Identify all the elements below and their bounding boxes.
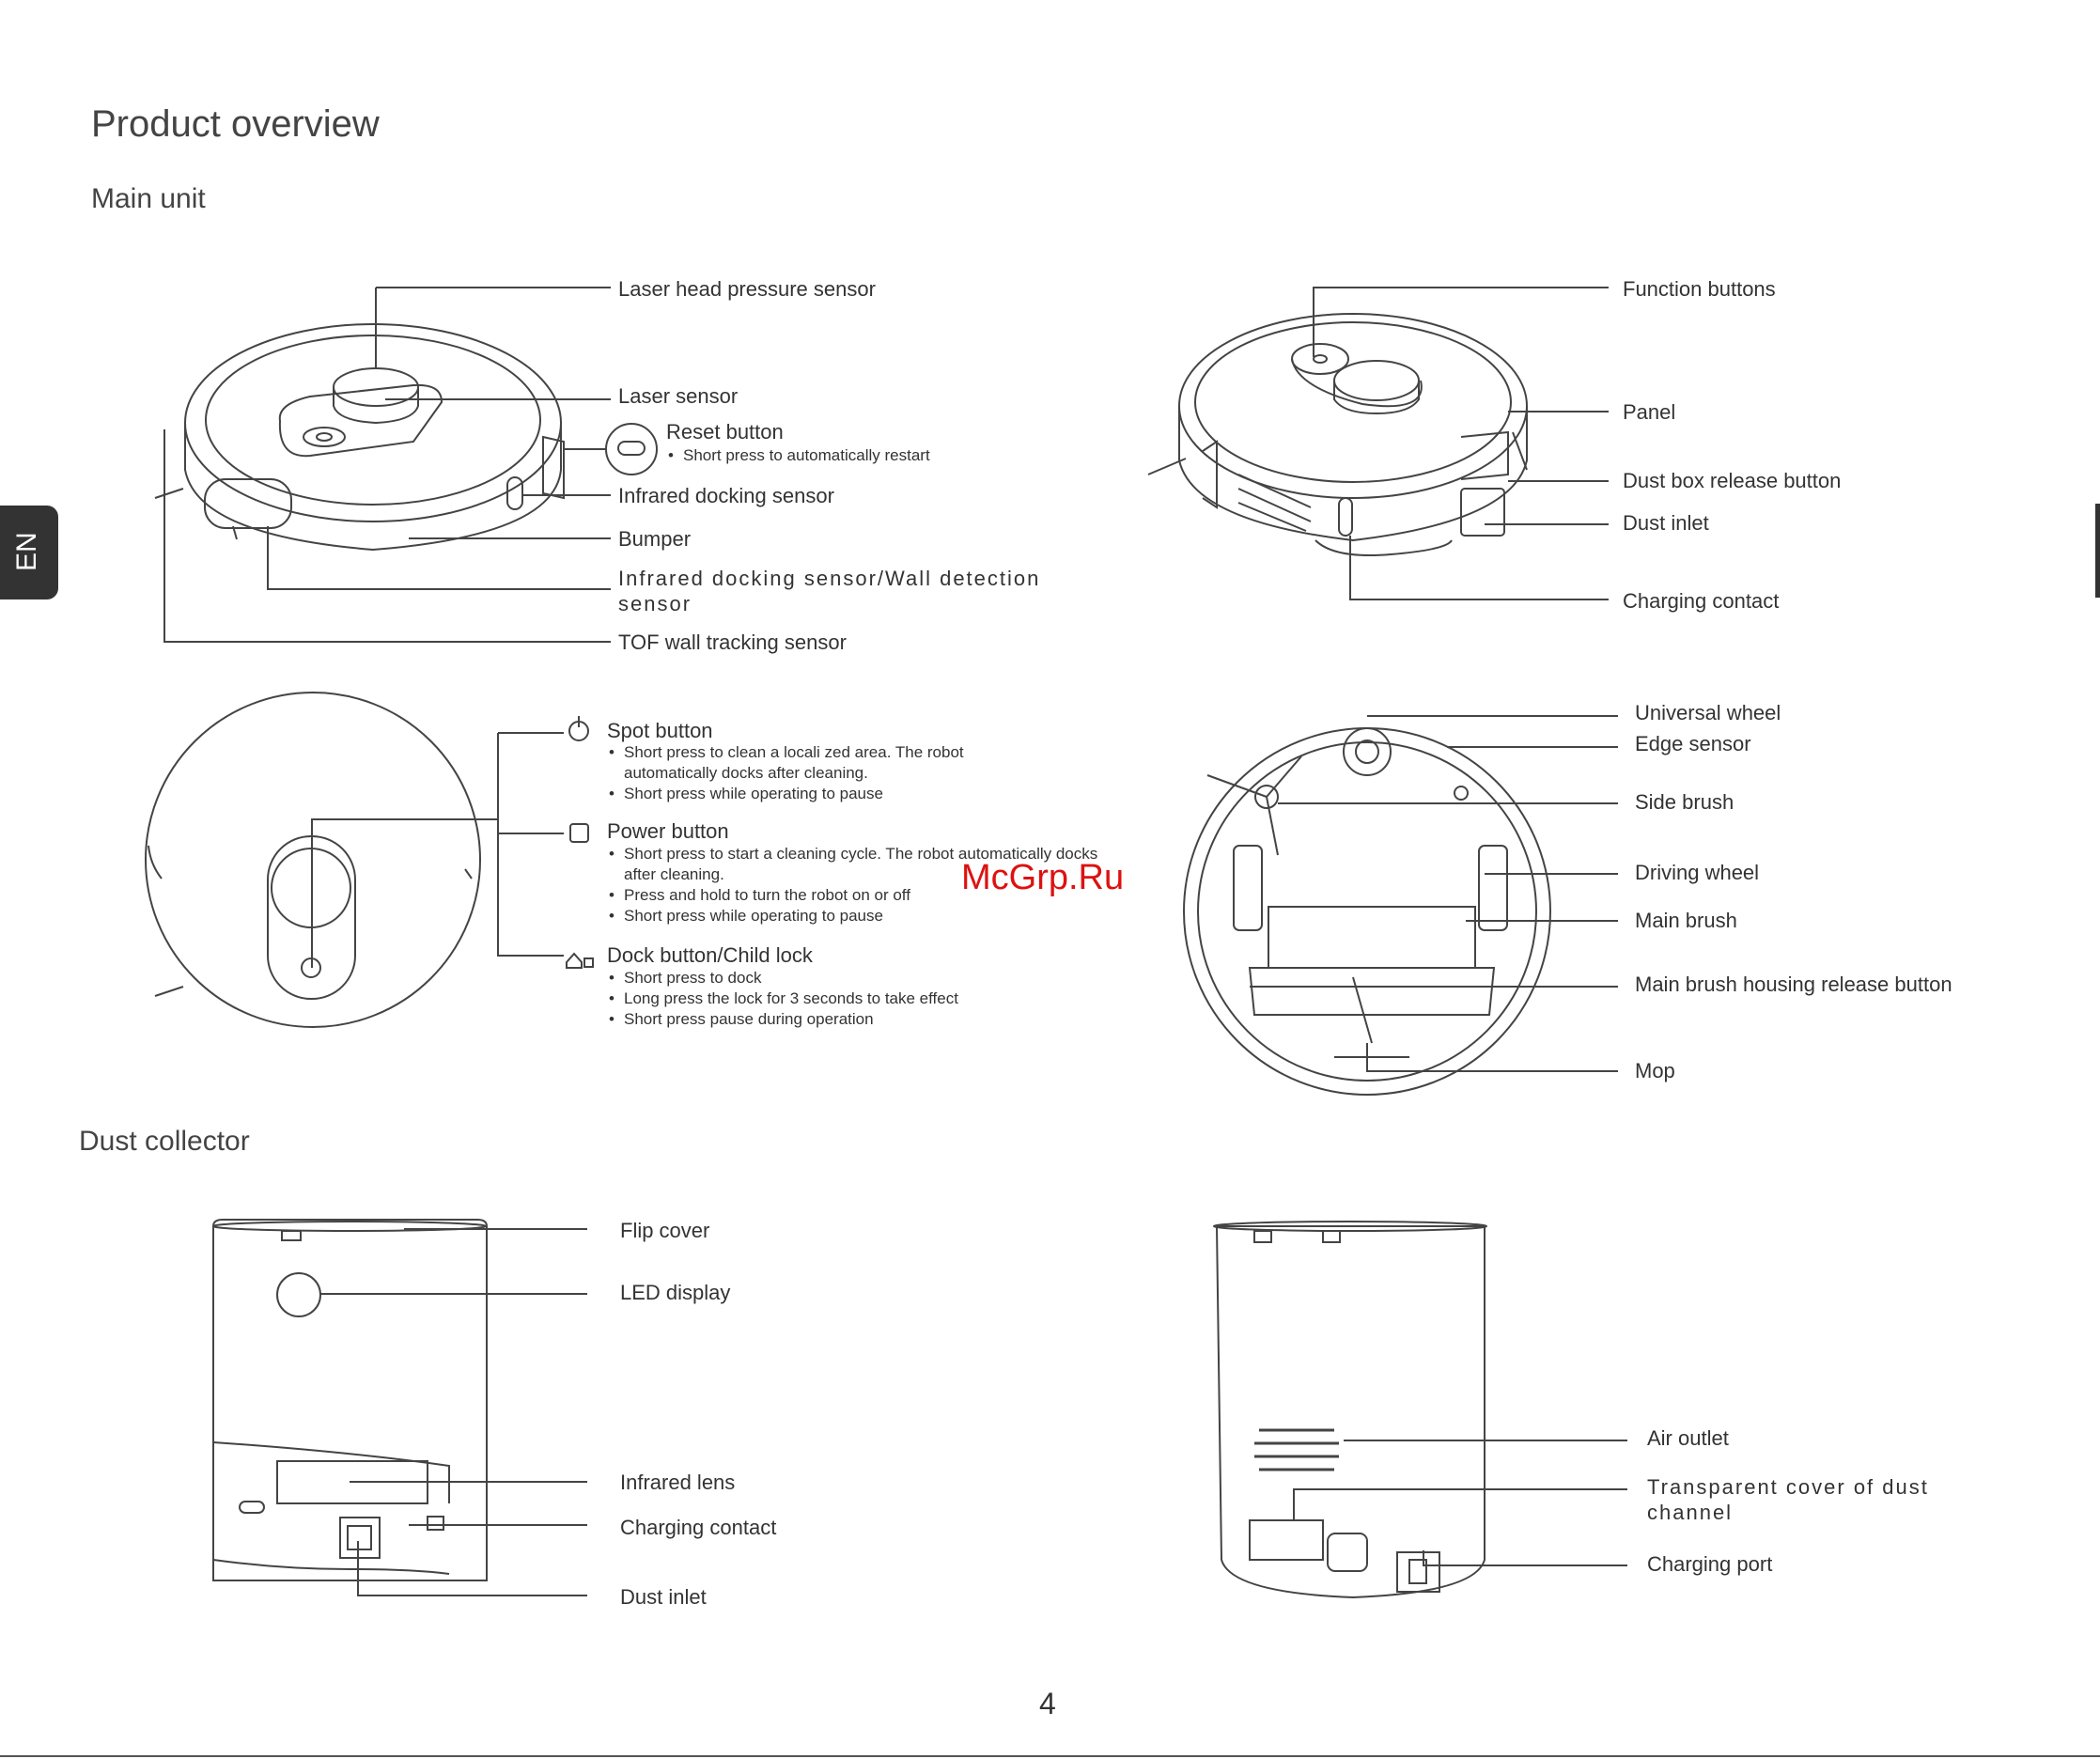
callout-laser-sensor: Laser sensor — [618, 384, 739, 408]
callout-infrared-docking-sensor: Infrared docking sensor — [618, 484, 834, 507]
dock-note: • Long press the lock for 3 seconds to take effect — [607, 988, 958, 1009]
bottom-rule — [0, 1755, 2100, 1757]
callout-laser-head-pressure-sensor: Laser head pressure sensor — [618, 277, 876, 301]
callout-mop: Mop — [1635, 1059, 1675, 1082]
callout-panel: Panel — [1623, 400, 1676, 424]
callout-reset-button: Reset button — [666, 420, 784, 444]
language-tab-label: EN — [11, 532, 42, 571]
callout-edge-sensor: Edge sensor — [1635, 732, 1751, 755]
power-note: • Short press while operating to pause — [607, 906, 1131, 926]
dust-collector-back-illustration — [1214, 1222, 1486, 1597]
callout-dust-inlet: Dust inlet — [1623, 511, 1709, 535]
main-unit-heading: Main unit — [91, 183, 206, 214]
callout-tof-wall-tracking-sensor: TOF wall tracking sensor — [618, 630, 847, 654]
callout-charging-contact: Charging contact — [1623, 589, 1780, 613]
spot-button-notes — [607, 742, 1019, 804]
reset-button-notes — [666, 445, 930, 466]
robot-top-view-illustration — [155, 324, 564, 550]
spot-note: • Short press to clean a locali zed area. The robot automatically docks after cleaning. — [607, 742, 1019, 784]
callout-collector-charging-contact: Charging contact — [620, 1516, 777, 1539]
dock-button-label: Dock button/Child lock — [607, 943, 813, 967]
spot-note: • Short press while operating to pause — [607, 784, 1019, 804]
callout-dust-box-release-button: Dust box release button — [1623, 469, 1842, 492]
callout-flip-cover: Flip cover — [620, 1219, 710, 1242]
callout-main-brush: Main brush — [1635, 909, 1737, 932]
callout-universal-wheel: Universal wheel — [1635, 701, 1781, 724]
dust-collector-heading: Dust collector — [79, 1126, 250, 1157]
callout-bumper: Bumper — [618, 527, 692, 551]
callout-wall-detection-sensor: Infrared docking sensor/Wall detection sensor — [618, 567, 1041, 615]
power-button-label: Power button — [607, 819, 729, 843]
callout-side-brush: Side brush — [1635, 790, 1734, 814]
robot-underside-illustration — [1184, 728, 1550, 1095]
callout-collector-dust-inlet: Dust inlet — [620, 1585, 707, 1609]
dock-note: • Short press to dock — [607, 968, 958, 988]
callout-transparent-cover: Transparent cover of dust channel — [1647, 1475, 1929, 1524]
callout-function-buttons: Function buttons — [1623, 277, 1776, 301]
callout-led-display: LED display — [620, 1281, 731, 1304]
callout-driving-wheel: Driving wheel — [1635, 861, 1760, 884]
language-tab — [0, 506, 58, 599]
dock-note: • Short press pause during operation — [607, 1009, 958, 1030]
page-title: Product overview — [91, 103, 380, 145]
power-note: • Press and hold to turn the robot on or off — [607, 885, 1131, 906]
reset-note: • Short press to automatically restart — [666, 445, 930, 466]
callout-charging-port: Charging port — [1647, 1552, 1773, 1576]
power-note: • Short press to start a cleaning cycle. The robot automatically docks after cleaning. — [607, 844, 1131, 885]
callout-main-brush-housing-release-button: Main brush housing release button — [1635, 973, 1952, 996]
robot-rear-view-illustration — [1148, 314, 1527, 555]
edge-mark — [2095, 504, 2100, 598]
spot-button-label: Spot button — [607, 719, 713, 742]
dock-button-notes — [607, 968, 958, 1030]
page-number: 4 — [1039, 1687, 1056, 1720]
callout-air-outlet: Air outlet — [1647, 1426, 1729, 1450]
dust-collector-front-illustration — [213, 1220, 487, 1580]
callout-infrared-lens: Infrared lens — [620, 1471, 736, 1494]
watermark: McGrp.Ru — [961, 858, 1125, 897]
